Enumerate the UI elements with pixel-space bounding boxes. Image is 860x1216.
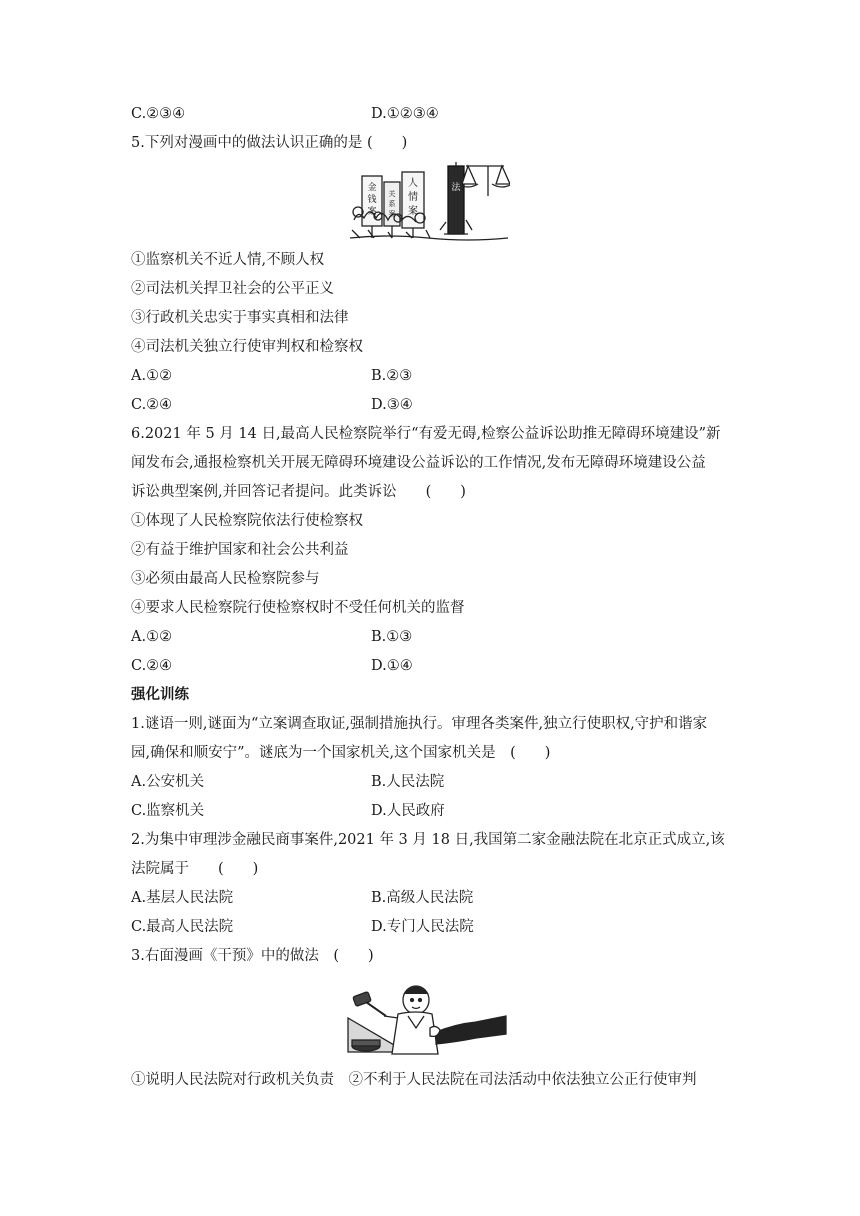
q6-option-a: A.①② bbox=[131, 629, 173, 645]
s2-option-d: D.专门人民法院 bbox=[371, 919, 474, 935]
svg-text:关: 关 bbox=[388, 190, 396, 198]
s1-option-c: C.监察机关 bbox=[131, 803, 205, 819]
q5-option-b: B.②③ bbox=[371, 368, 413, 384]
s1-stem-line-1: 1.谜语一则,谜面为“立案调查取证,强制措施执行。审理各类案件,独立行使职权,守护和谐家 bbox=[131, 716, 708, 732]
s3-cartoon-interference bbox=[346, 982, 514, 1062]
q6-item-1: ①体现了人民检察院依法行使检察权 bbox=[131, 513, 363, 529]
s3-stem: 3.右面漫画《干预》中的做法 ( ) bbox=[131, 948, 374, 964]
q5-item-2: ②司法机关捍卫社会的公平正义 bbox=[131, 281, 334, 297]
s3-last-line: ①说明人民法院对行政机关负责 ②不利于人民法院在司法活动中依法独立公正行使审判 bbox=[131, 1072, 697, 1088]
section-title: 强化训练 bbox=[131, 687, 189, 703]
s1-option-b: B.人民法院 bbox=[371, 774, 445, 790]
q6-option-d: D.①④ bbox=[371, 658, 413, 674]
q5-item-4: ④司法机关独立行使审判权和检察权 bbox=[131, 339, 363, 355]
s1-option-d: D.人民政府 bbox=[371, 803, 445, 819]
q5-item-1: ①监察机关不近人情,不顾人权 bbox=[131, 252, 325, 268]
s1-stem-line-2: 园,确保和顺安宁”。谜底为一个国家机关,这个国家机关是 ( ) bbox=[131, 745, 551, 761]
s2-stem-line-2: 法院属于 ( ) bbox=[131, 861, 259, 877]
s2-option-b: B.高级人民法院 bbox=[371, 890, 474, 906]
svg-text:案: 案 bbox=[408, 206, 418, 217]
s2-option-c: C.最高人民法院 bbox=[131, 919, 234, 935]
q5-option-c: C.②④ bbox=[131, 397, 173, 413]
q5-cartoon-figure bbox=[348, 160, 510, 244]
sign-money-case-1: 金 bbox=[367, 183, 377, 193]
q6-item-3: ③必须由最高人民检察院参与 bbox=[131, 571, 320, 587]
q5-option-d: D.③④ bbox=[371, 397, 413, 413]
q6-item-4: ④要求人民检察院行使检察权时不受任何机关的监督 bbox=[131, 600, 465, 616]
svg-text:系: 系 bbox=[388, 200, 396, 208]
s2-stem-line-1: 2.为集中审理涉金融民商事案件,2021 年 3 月 18 日,我国第二家金融法院在北京正式成立,该 bbox=[131, 832, 725, 848]
prev-option-c: C.②③④ bbox=[131, 106, 186, 122]
s1-option-a: A.公安机关 bbox=[131, 774, 205, 790]
q6-option-b: B.①③ bbox=[371, 629, 413, 645]
q6-stem-line-2: 闻发布会,通报检察机关开展无障碍环境建设公益诉讼的工作情况,发布无障碍环境建设公益 bbox=[131, 455, 706, 471]
q5-stem: 5.下列对漫画中的做法认识正确的是 ( ) bbox=[131, 135, 408, 151]
q6-item-2: ②有益于维护国家和社会公共利益 bbox=[131, 542, 349, 558]
svg-text:钱: 钱 bbox=[367, 195, 377, 205]
svg-text:人: 人 bbox=[408, 178, 418, 189]
prev-option-d: D.①②③④ bbox=[371, 106, 439, 122]
svg-text:法: 法 bbox=[451, 183, 461, 193]
svg-text:案: 案 bbox=[388, 210, 396, 218]
q6-stem-line-3: 诉讼典型案例,并回答记者提问。此类诉讼 ( ) bbox=[131, 484, 466, 500]
s2-option-a: A.基层人民法院 bbox=[131, 890, 234, 906]
q6-option-c: C.②④ bbox=[131, 658, 173, 674]
q6-stem-line-1: 6.2021 年 5 月 14 日,最高人民检察院举行“有爱无碍,检察公益诉讼助推无障碍环境建设”新 bbox=[131, 426, 721, 442]
svg-text:案: 案 bbox=[367, 207, 377, 217]
q5-item-3: ③行政机关忠实于事实真相和法律 bbox=[131, 310, 349, 326]
q5-option-a: A.①② bbox=[131, 368, 173, 384]
svg-text:情: 情 bbox=[408, 192, 418, 203]
